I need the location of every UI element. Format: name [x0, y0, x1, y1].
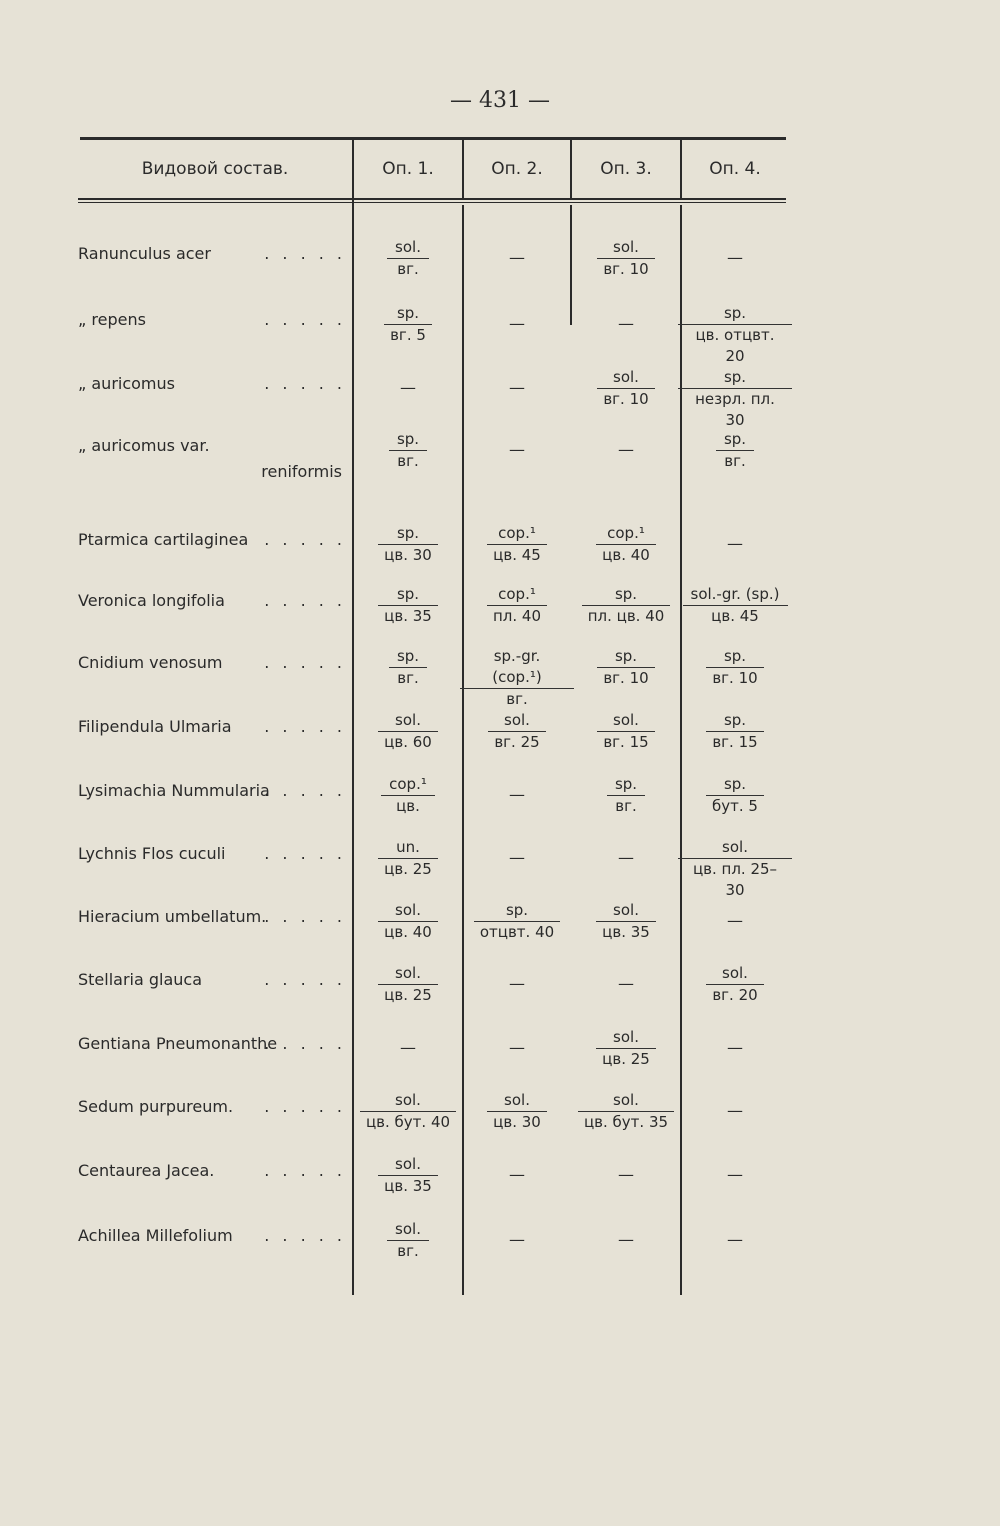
phenology-value: вг. 15: [712, 733, 758, 751]
abundance-value: sp.: [723, 647, 747, 665]
table-cell: [466, 429, 568, 495]
species-label: Hieracium umbellatum.: [78, 907, 267, 926]
phenology-value: вг.: [724, 452, 746, 470]
empty-dash: —: [618, 974, 634, 993]
phenology-value: цв. 25: [602, 1050, 650, 1068]
abundance-value: sol.: [613, 711, 639, 729]
header-rule: [78, 198, 786, 200]
phenology-value: вг.: [397, 260, 419, 278]
phenology-value: цв. 40: [384, 923, 432, 941]
leader-dots: . . . . .: [264, 1097, 346, 1116]
table-cell: [574, 837, 678, 903]
abundance-value: sol.: [395, 1091, 421, 1109]
table-row: [0, 304, 1000, 373]
table-cell: [574, 1154, 678, 1220]
abundance-value: sp.: [723, 368, 747, 386]
table-cell: [466, 963, 568, 1029]
abundance-value: sp.: [505, 901, 529, 919]
species-label: Achillea Millefolium: [78, 1226, 233, 1245]
table-row: [0, 238, 1000, 307]
phenology-value: цв. 30: [384, 546, 432, 564]
phenology-value: вг. 15: [603, 733, 649, 751]
abundance-fraction: [712, 963, 757, 1006]
empty-dash: —: [618, 440, 634, 459]
table-cell: [356, 584, 460, 650]
phenology-value: цв. 35: [384, 1177, 432, 1195]
table-row: [0, 711, 1000, 780]
table-cell: [574, 303, 678, 369]
table-row: [0, 585, 1000, 654]
empty-dash: —: [509, 248, 525, 267]
table-row: [0, 964, 1000, 1033]
species-label: Veronica longifolia: [78, 591, 225, 610]
empty-dash: —: [509, 1038, 525, 1057]
phenology-value: вг. 20: [712, 986, 758, 1004]
phenology-value: вг. 10: [603, 669, 649, 687]
phenology-value: цв. 45: [493, 546, 541, 564]
column-header-op3: Оп. 3.: [600, 159, 652, 179]
table-cell: [574, 584, 678, 650]
table-row: [0, 775, 1000, 844]
empty-dash: —: [727, 911, 743, 930]
table-cell: [356, 900, 460, 966]
abundance-fraction: [684, 837, 786, 901]
abundance-value: sol.: [613, 1028, 639, 1046]
phenology-value: цв. 25: [384, 986, 432, 1004]
abundance-fraction: [395, 429, 421, 472]
species-label: Cnidium venosum: [78, 653, 223, 672]
abundance-value: sp.: [614, 775, 638, 793]
abundance-fraction: [395, 646, 421, 689]
species-name: [78, 590, 350, 654]
abundance-value: sp.: [723, 430, 747, 448]
abundance-value: sp.: [614, 647, 638, 665]
table-cell: [684, 900, 786, 966]
table-cell: [466, 367, 568, 433]
abundance-value: sp.: [396, 585, 420, 603]
phenology-value: цв. 40: [602, 546, 650, 564]
empty-dash: —: [509, 314, 525, 333]
abundance-value: cop.¹: [498, 524, 536, 542]
phenology-value: вг.: [506, 690, 528, 708]
table-cell: [574, 429, 678, 495]
table-cell: [356, 303, 460, 369]
abundance-value: sol.: [613, 368, 639, 386]
table-row: [0, 430, 1000, 499]
table-row: [0, 368, 1000, 437]
table-cell: [574, 1027, 678, 1093]
phenology-value: вг.: [397, 452, 419, 470]
abundance-value: sol.: [395, 1220, 421, 1238]
leader-dots: . . . . .: [264, 970, 346, 989]
phenology-value: вг. 10: [603, 260, 649, 278]
abundance-fraction: [393, 237, 423, 280]
abundance-fraction: [584, 1090, 668, 1133]
table-cell: [684, 429, 786, 495]
table-cell: [574, 646, 678, 712]
empty-dash: —: [509, 1165, 525, 1184]
table-cell: [356, 837, 460, 903]
abundance-value: cop.¹: [389, 775, 427, 793]
table-cell: [684, 1219, 786, 1285]
abundance-value: sp.: [614, 585, 638, 603]
species-label: Gentiana Pneumonanthe: [78, 1034, 278, 1053]
phenology-value: цв.: [396, 797, 420, 815]
abundance-value: sp.: [723, 775, 747, 793]
phenology-value: пл. 40: [492, 607, 542, 625]
table-cell: [356, 963, 460, 1029]
species-label: Lychnis Flos cuculi: [78, 844, 226, 863]
leader-dots: . . . . .: [264, 1161, 346, 1180]
leader-dots: . . . . .: [264, 374, 346, 393]
page-number: — 431 —: [450, 88, 550, 113]
table-cell: [466, 584, 568, 650]
leader-dots: . . . . .: [264, 717, 346, 736]
table-cell: [466, 1154, 568, 1220]
leader-dots: . . . . .: [264, 310, 346, 329]
abundance-fraction: [493, 584, 541, 627]
species-label: Centaurea Jacea.: [78, 1161, 215, 1180]
table-cell: [684, 237, 786, 303]
abundance-fraction: [712, 646, 757, 689]
abundance-fraction: [684, 367, 786, 431]
phenology-value: цв. 45: [711, 607, 759, 625]
table-cell: [466, 523, 568, 589]
abundance-value: sol.: [395, 711, 421, 729]
leader-dots: . . . . .: [264, 530, 346, 549]
species-name: [78, 1033, 350, 1097]
table-cell: [684, 1154, 786, 1220]
species-name: [78, 1096, 350, 1160]
empty-dash: —: [509, 848, 525, 867]
species-name: [78, 309, 350, 373]
species-name: [78, 716, 350, 780]
abundance-value: sp.-gr. (cop.¹): [492, 647, 542, 686]
phenology-value: вг.: [615, 797, 637, 815]
leader-dots: . . . . .: [264, 781, 346, 800]
abundance-fraction: [602, 900, 650, 943]
table-cell: [466, 774, 568, 840]
abundance-value: cop.¹: [498, 585, 536, 603]
leader-dots: . . . . .: [264, 844, 346, 863]
table-cell: [356, 429, 460, 495]
phenology-value: вг. 5: [390, 326, 426, 344]
table-cell: [574, 900, 678, 966]
phenology-value: цв. 30: [493, 1113, 541, 1131]
abundance-fraction: [384, 584, 432, 627]
abundance-value: sp.: [396, 647, 420, 665]
leader-dots: . . . . .: [264, 244, 346, 263]
table-cell: [466, 1027, 568, 1093]
abundance-fraction: [493, 523, 541, 566]
table-row: [0, 838, 1000, 907]
leader-dots: . . . . .: [264, 591, 346, 610]
table-row: [0, 1155, 1000, 1224]
abundance-value: sol.: [613, 1091, 639, 1109]
abundance-value: un.: [396, 838, 420, 856]
abundance-fraction: [384, 523, 432, 566]
abundance-fraction: [366, 1090, 450, 1133]
phenology-value: цв. 60: [384, 733, 432, 751]
abundance-fraction: [384, 710, 432, 753]
table-cell: [466, 646, 568, 712]
empty-dash: —: [509, 974, 525, 993]
species-label: Sedum purpureum.: [78, 1097, 234, 1116]
empty-dash: —: [727, 1165, 743, 1184]
abundance-fraction: [384, 963, 432, 1006]
empty-dash: —: [618, 1230, 634, 1249]
abundance-fraction: [393, 1219, 423, 1262]
empty-dash: —: [400, 1038, 416, 1057]
table-cell: [356, 646, 460, 712]
empty-dash: —: [727, 1038, 743, 1057]
column-header-species: Видовой состав.: [141, 159, 289, 179]
species-name: [78, 435, 350, 499]
phenology-value: вг. 25: [494, 733, 540, 751]
table-cell: [356, 1154, 460, 1220]
abundance-fraction: [588, 584, 665, 627]
table-row: [0, 1091, 1000, 1160]
species-label: Filipendula Ulmaria: [78, 717, 232, 736]
table-cell: [466, 1090, 568, 1156]
leader-dots: . . . . .: [264, 907, 346, 926]
table-cell: [356, 367, 460, 433]
species-name: [78, 243, 350, 307]
species-name: [78, 529, 350, 593]
abundance-fraction: [712, 710, 757, 753]
species-label: Ptarmica cartilaginea: [78, 530, 249, 549]
abundance-value: cop.¹: [607, 524, 645, 542]
abundance-value: sol.: [504, 711, 530, 729]
phenology-value: цв. 35: [602, 923, 650, 941]
table-cell: [466, 710, 568, 776]
table-cell: [466, 900, 568, 966]
table-cell: [684, 646, 786, 712]
empty-dash: —: [618, 1165, 634, 1184]
abundance-value: sol.: [395, 901, 421, 919]
species-name: [78, 1225, 350, 1289]
abundance-fraction: [603, 646, 648, 689]
abundance-value: sol.: [395, 1155, 421, 1173]
abundance-value: sol.: [395, 964, 421, 982]
table-cell: [574, 367, 678, 433]
table-cell: [356, 1027, 460, 1093]
empty-dash: —: [509, 1230, 525, 1249]
species-name: [78, 969, 350, 1033]
abundance-value: sp.: [723, 711, 747, 729]
table-cell: [466, 303, 568, 369]
table-cell: [466, 837, 568, 903]
table-cell: [466, 1219, 568, 1285]
abundance-fraction: [384, 900, 432, 943]
abundance-value: sol.: [395, 238, 421, 256]
abundance-value: sol.: [722, 964, 748, 982]
species-label: „ auricomus: [78, 374, 175, 393]
abundance-fraction: [684, 303, 786, 367]
abundance-fraction: [603, 710, 648, 753]
table-cell: [684, 303, 786, 369]
empty-dash: —: [618, 314, 634, 333]
abundance-fraction: [384, 837, 432, 880]
table-cell: [356, 237, 460, 303]
empty-dash: —: [727, 534, 743, 553]
phenology-value: вг. 10: [603, 390, 649, 408]
leader-dots: . . . . .: [264, 1034, 346, 1053]
column-header-op2: Оп. 2.: [491, 159, 543, 179]
table-cell: [684, 710, 786, 776]
table-row: [0, 1220, 1000, 1289]
leader-dots: . . . . .: [264, 653, 346, 672]
phenology-value: цв. пл. 25– 30: [692, 860, 778, 899]
species-continuation: reniformis: [261, 462, 342, 481]
table-row: [0, 901, 1000, 970]
abundance-fraction: [493, 1090, 541, 1133]
column-header-op4: Оп. 4.: [709, 159, 761, 179]
table-cell: [574, 1219, 678, 1285]
table-cell: [684, 523, 786, 589]
leader-dots: . . . . .: [264, 1226, 346, 1245]
table-cell: [574, 237, 678, 303]
phenology-value: пл. цв. 40: [587, 607, 665, 625]
header-rule-2: [78, 202, 786, 203]
empty-dash: —: [618, 848, 634, 867]
phenology-value: цв. бут. 40: [365, 1113, 451, 1131]
abundance-value: sol.: [613, 238, 639, 256]
column-header-op1: Оп. 1.: [382, 159, 434, 179]
empty-dash: —: [509, 785, 525, 804]
phenology-value: вг.: [397, 1242, 419, 1260]
abundance-value: sol.: [504, 1091, 530, 1109]
table-cell: [356, 1090, 460, 1156]
phenology-value: вг. 10: [712, 669, 758, 687]
abundance-fraction: [722, 429, 748, 472]
abundance-value: sol.: [613, 901, 639, 919]
table-cell: [684, 774, 786, 840]
phenology-value: бут. 5: [712, 797, 758, 815]
phenology-value: цв. 25: [384, 860, 432, 878]
table-cell: [356, 1219, 460, 1285]
table-cell: [356, 710, 460, 776]
phenology-value: отцвт. 40: [479, 923, 555, 941]
table-cell: [356, 523, 460, 589]
table-cell: [574, 774, 678, 840]
table-cell: [684, 963, 786, 1029]
abundance-value: sp.: [396, 304, 420, 322]
abundance-fraction: [384, 1154, 432, 1197]
abundance-fraction: [466, 646, 568, 710]
phenology-value: цв. бут. 35: [583, 1113, 669, 1131]
species-label: „ auricomus var.: [78, 436, 210, 455]
species-label: Lysimachia Nummularia: [78, 781, 270, 800]
table-cell: [684, 584, 786, 650]
abundance-fraction: [603, 237, 648, 280]
table-cell: [574, 1090, 678, 1156]
empty-dash: —: [509, 378, 525, 397]
species-name: [78, 780, 350, 844]
species-name: [78, 373, 350, 437]
abundance-fraction: [494, 710, 539, 753]
species-label: Ranunculus acer: [78, 244, 211, 263]
phenology-value: цв. 35: [384, 607, 432, 625]
empty-dash: —: [727, 1101, 743, 1120]
phenology-value: цв. отцвт. 20: [695, 326, 775, 365]
abundance-value: sol.-gr. (sp.): [690, 585, 780, 603]
abundance-value: sp.: [396, 430, 420, 448]
phenology-value: незрл. пл. 30: [695, 390, 775, 429]
species-name: [78, 652, 350, 716]
table-cell: [574, 523, 678, 589]
phenology-value: вг.: [397, 669, 419, 687]
abundance-value: sp.: [723, 304, 747, 322]
empty-dash: —: [727, 248, 743, 267]
table-cell: [466, 237, 568, 303]
abundance-fraction: [602, 1027, 650, 1070]
table-cell: [684, 367, 786, 433]
abundance-fraction: [387, 774, 429, 817]
table-cell: [684, 1090, 786, 1156]
table-row: [0, 647, 1000, 716]
species-name: [78, 843, 350, 907]
table-cell: [574, 710, 678, 776]
abundance-fraction: [603, 367, 648, 410]
abundance-fraction: [602, 523, 650, 566]
empty-dash: —: [727, 1230, 743, 1249]
table-cell: [684, 1027, 786, 1093]
empty-dash: —: [400, 378, 416, 397]
table-row: [0, 1028, 1000, 1097]
abundance-fraction: [480, 900, 554, 943]
table-cell: [574, 963, 678, 1029]
abundance-fraction: [712, 774, 758, 817]
species-name: [78, 906, 350, 970]
abundance-value: sp.: [396, 524, 420, 542]
abundance-fraction: [613, 774, 639, 817]
abundance-value: sol.: [722, 838, 748, 856]
species-label: Stellaria glauca: [78, 970, 203, 989]
table-cell: [684, 837, 786, 903]
abundance-fraction: [390, 303, 426, 346]
abundance-fraction: [689, 584, 782, 627]
table-cell: [356, 774, 460, 840]
species-label: „ repens: [78, 310, 146, 329]
species-name: [78, 1160, 350, 1224]
empty-dash: —: [509, 440, 525, 459]
